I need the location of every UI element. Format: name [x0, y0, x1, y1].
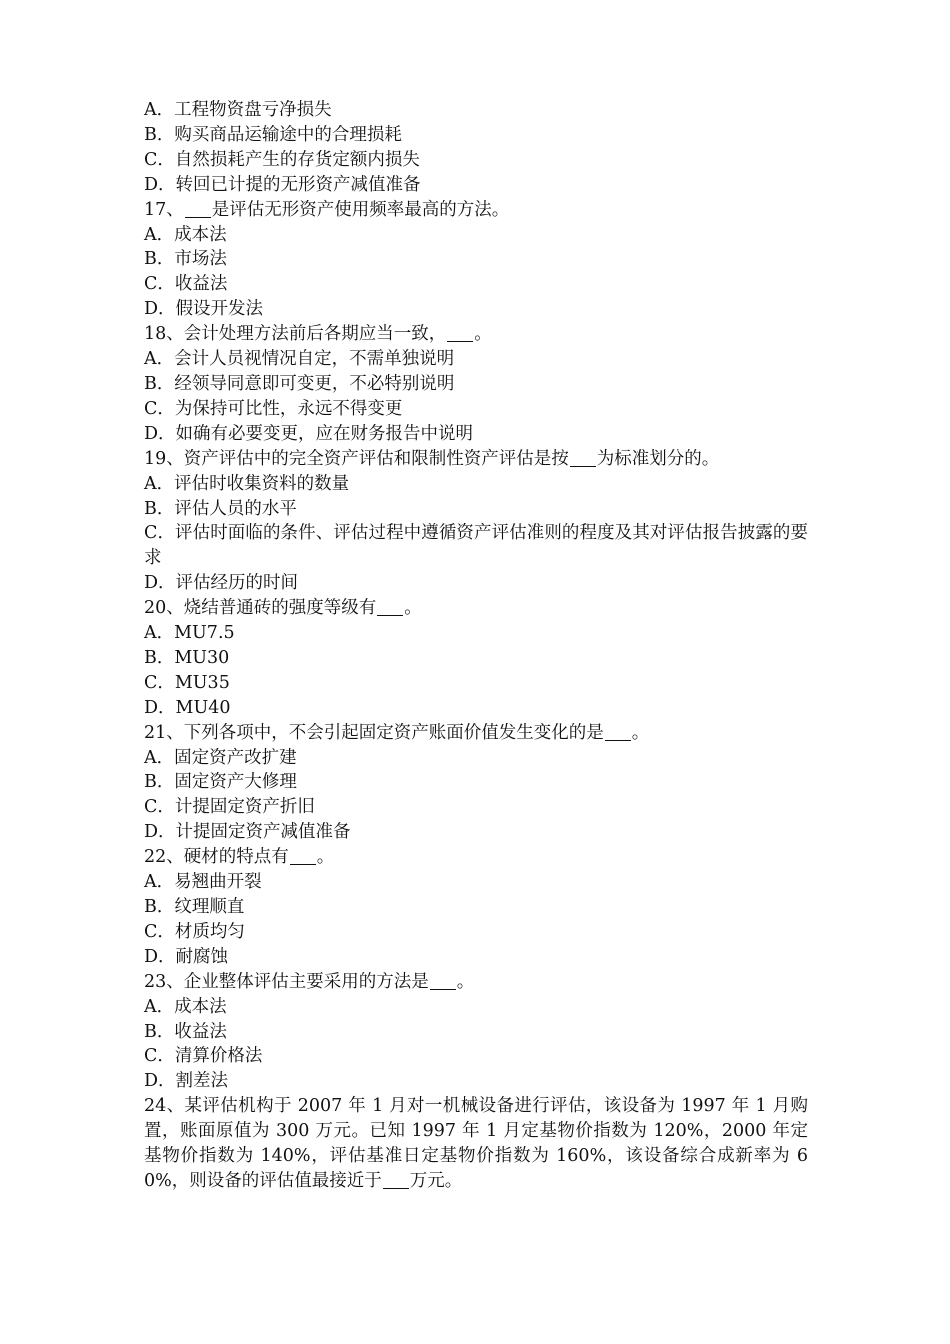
question-20: 20、烧结普通砖的强度等级有 。: [144, 598, 422, 619]
option-a: A．成本法: [144, 996, 227, 1017]
document-page: [144, 98, 808, 1194]
answer-blank: [290, 847, 316, 866]
option-d: D．转回已计提的无形资产减值准备: [144, 174, 421, 195]
question-18: 18、会计处理方法前后各期应当一致， 。: [144, 324, 492, 345]
answer-blank: [377, 598, 403, 617]
option-d: D．如确有必要变更，应在财务报告中说明: [144, 423, 474, 444]
answer-blank: [447, 324, 473, 343]
option-b: B．评估人员的水平: [144, 498, 297, 519]
option-b: B．市场法: [144, 249, 227, 270]
option-c: C．MU35: [144, 672, 230, 693]
answer-blank: [570, 448, 596, 467]
option-b: B．MU30: [144, 647, 230, 668]
question-24: 24、某评估机构于 2007 年 1 月对一机械设备进行评估，该设备为 1997 年 1 月购置，账面原值为 300 万元。已知 1997 年 1 月定基物价指数为 120%，2000 年定基物价指数为 140%，评估基准日定基物价指数为 160%，该设备综合成新率为 60%，则设备的评估值最接近于 万元。: [144, 1096, 808, 1191]
question-21: 21、下列各项中，不会引起固定资产账面价值发生变化的是 。: [144, 722, 650, 743]
question-22: 22、硬材的特点有 。: [144, 847, 335, 868]
option-a: A．评估时收集资料的数量: [144, 473, 350, 494]
option-c: C．为保持可比性，永远不得变更: [144, 398, 403, 419]
option-a: A．易翘曲开裂: [144, 872, 262, 893]
option-a: A．成本法: [144, 224, 227, 245]
option-d: D．计提固定资产减值准备: [144, 822, 351, 843]
option-c: C．自然损耗产生的存货定额内损失: [144, 149, 420, 170]
option-c: C．收益法: [144, 274, 228, 295]
option-c: C．计提固定资产折旧: [144, 797, 315, 818]
question-23: 23、企业整体评估主要采用的方法是 。: [144, 971, 475, 992]
option-b: B．固定资产大修理: [144, 772, 297, 793]
option-c: C．材质均匀: [144, 921, 245, 942]
option-a: A．会计人员视情况自定，不需单独说明: [144, 349, 455, 370]
question-17: 17、 是评估无形资产使用频率最高的方法。: [144, 199, 510, 220]
option-b: B．收益法: [144, 1021, 227, 1042]
option-a: A．MU7.5: [144, 623, 235, 644]
option-b: B．购买商品运输途中的合理损耗: [144, 124, 402, 145]
option-d: D．评估经历的时间: [144, 573, 299, 594]
option-c: C．评估时面临的条件、评估过程中遵循资产评估准则的程度及其对评估报告披露的要求: [144, 523, 808, 569]
option-d: D．MU40: [144, 697, 231, 718]
answer-blank: [430, 971, 456, 990]
answer-blank: [383, 1170, 409, 1189]
answer-blank: [605, 722, 631, 741]
option-b: B．经领导同意即可变更，不必特别说明: [144, 373, 455, 394]
option-b: B．纹理顺直: [144, 897, 245, 917]
option-a: A．固定资产改扩建: [144, 747, 297, 768]
option-d: D．割差法: [144, 1071, 229, 1092]
question-19: 19、资产评估中的完全资产评估和限制性资产评估是按 为标准划分的。: [144, 448, 720, 469]
option-d: D．假设开发法: [144, 299, 264, 320]
option-c: C．清算价格法: [144, 1046, 263, 1067]
option-a: A．工程物资盘亏净损失: [144, 100, 332, 120]
option-d: D．耐腐蚀: [144, 946, 229, 967]
answer-blank: [185, 199, 211, 218]
